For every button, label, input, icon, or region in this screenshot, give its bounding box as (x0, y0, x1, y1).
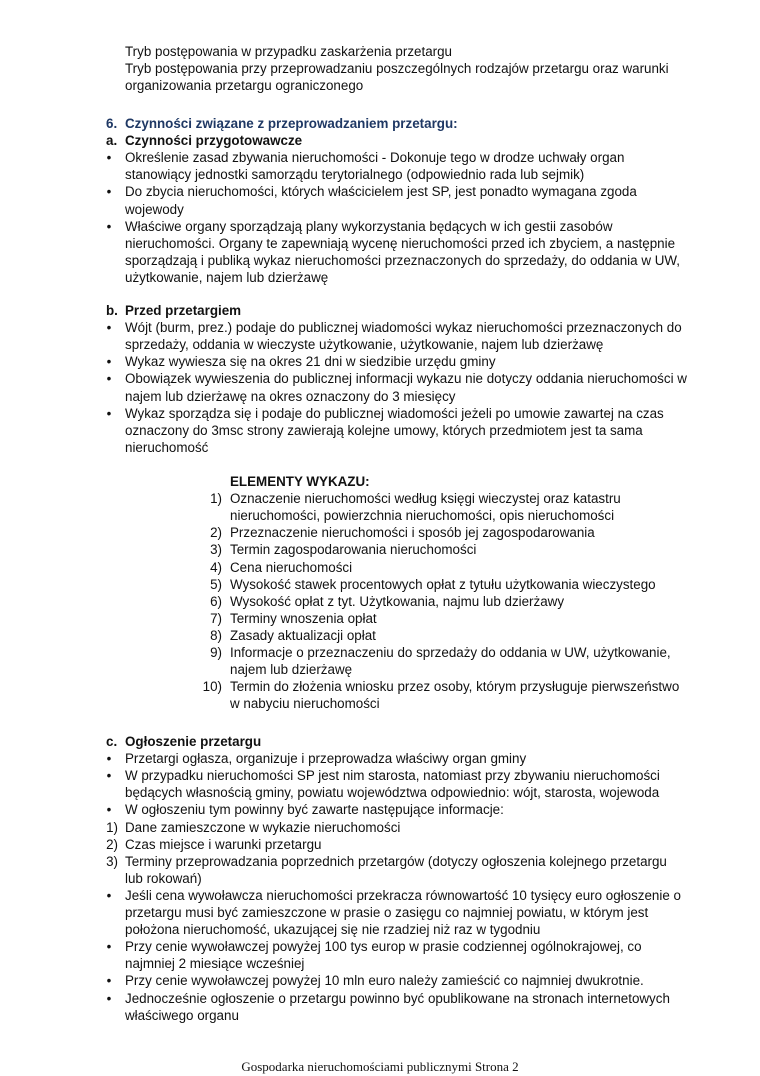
bullet-text: Przetargi ogłasza, organizuje i przeprowadza właściwy organ gminy (125, 751, 527, 767)
list-item-text: Przeznaczenie nieruchomości i sposób jej zagospodarowania (230, 525, 595, 541)
section-number: 6. (106, 116, 118, 131)
bullet-text: Jednocześnie ogłoszenie o przetargu powinno być opublikowane na stronach internetowych (125, 990, 670, 1006)
bullet-text: Przy cenie wywoławczej powyżej 10 mln euro należy zamieścić co najmniej dwukrotnie. (125, 973, 644, 989)
list-item-text: Zasady aktualizacji opłat (230, 627, 376, 643)
list-item-text: Informacje o przeznaczeniu do sprzedaży do oddania w UW, użytkowanie, (230, 645, 671, 660)
bullet-text: Właściwe organy sporządzają plany wykorzystania będących w ich gestii zasobów (125, 218, 613, 234)
list-number: 4) (210, 559, 222, 575)
bullet-text: sprzedaży, oddania w wieczyste użytkowanie, użytkowanie, najem lub dzierżawę (125, 337, 604, 353)
bullet-text: najmniej 2 miesiące wcześniej (125, 956, 305, 972)
list-number: 9) (210, 645, 222, 660)
list-item-text: Terminy przeprowadzania poprzednich przetargów (dotyczy ogłoszenia kolejnego przetargu (125, 853, 667, 869)
bullet-text: Jeśli cena wywoławcza nieruchomości przekracza równowartość 10 tysięcy euro ogłoszenie o (125, 887, 681, 903)
list-number: 1) (210, 491, 222, 507)
list-number: 8) (210, 627, 222, 643)
list-number: 5) (210, 576, 222, 592)
intro-line: organizowania przetargu ograniczonego (125, 78, 364, 94)
bullet-marker: • (106, 990, 112, 1006)
bullet-text: Do zbycia nieruchomości, których właścicielem jest SP, jest ponadto wymagana zgoda (125, 184, 637, 200)
bullet-text: Przy cenie wywoławczej powyżej 100 tys europ w prasie codziennej ogólnokrajowej, co (125, 939, 642, 955)
bullet-text: Obowiązek wywieszenia do publicznej informacji wykazu nie dotyczy oddania nieruchomości w (125, 371, 687, 387)
bullet-marker: • (106, 802, 112, 818)
list-item-text: Oznaczenie nieruchomości według księgi wieczystej oraz katastru (230, 491, 621, 507)
bullet-text: wojewody (125, 201, 184, 217)
bullet-text: Określenie zasad zbywania nieruchomości - Dokonuje tego w drodze uchwały organ (125, 150, 625, 166)
bullet-text: położona nieruchomość, ukazującej się nie rzadziej niż raz w tygodniu (125, 922, 541, 938)
bullet-marker: • (106, 973, 112, 989)
bullet-text: Wykaz wywiesza się na okres 21 dni w siedzibie urzędu gminy (125, 354, 496, 370)
bullet-text: Wykaz sporządza się i podaje do publicznej wiadomości jeżeli po umowie zawartej na czas (125, 405, 664, 421)
bullet-text: stanowiący jednostki samorządu terytorialnego (odpowiednio rada lub sejmik) (125, 167, 585, 183)
bullet-text: będących własnością gminy, powiatu województwa odpowiednio: wójt, starosta, wojewoda (125, 785, 660, 801)
list-number: 2) (106, 836, 118, 852)
section-title: Czynności związane z przeprowadzaniem przetargu: (125, 116, 458, 131)
intro-line: Tryb postępowania w przypadku zaskarżenia przetargu (125, 44, 452, 59)
bullet-marker: • (106, 939, 112, 955)
list-item-text: Cena nieruchomości (230, 559, 353, 575)
list-item-text: w nabyciu nieruchomości (230, 696, 380, 712)
subsection-title: Przed przetargiem (125, 303, 242, 318)
list-item-text: nieruchomości, powierzchnia nieruchomości, opis nieruchomości (230, 508, 615, 524)
intro-line: Tryb postępowania przy przeprowadzaniu poszczególnych rodzajów przetargu oraz warunki (125, 61, 669, 77)
list-item-text: Wysokość stawek procentowych opłat z tytułu użytkowania wieczystego (230, 576, 656, 592)
bullet-text: najem lub dzierżawę na okres oznaczony do 3 miesięcy (125, 388, 456, 404)
list-item-text: najem lub dzierżawę (230, 662, 353, 678)
bullet-marker: • (106, 184, 112, 200)
bullet-text: nieruchomości. Organy te zapewniają wycenę nieruchomości przed ich zbyciem, a następnie (125, 235, 676, 251)
list-item-text: lub rokowań) (125, 870, 202, 886)
bullet-marker: • (106, 768, 112, 784)
list-number: 6) (210, 593, 222, 609)
bullet-text: przetargu musi być zamieszczone w prasie o zasięgu co najmniej powiatu, w którym jest (125, 905, 649, 920)
bullet-marker: • (106, 320, 112, 336)
bullet-marker: • (106, 405, 112, 421)
list-number: 7) (210, 610, 222, 626)
list-number: 1) (106, 819, 118, 835)
list-number: 3) (106, 853, 118, 869)
bullet-text: właściwego organu (125, 1007, 239, 1023)
subsection-letter: a. (106, 133, 118, 149)
bullet-text: W ogłoszeniu tym powinny być zawarte następujące informacje: (125, 802, 504, 818)
bullet-text: oznaczony do 3msc strony zawierają kolejne umowy, których przedmiotem jest ta sama (125, 422, 643, 438)
list-item-text: Dane zamieszczone w wykazie nieruchomości (125, 819, 401, 835)
list-item-text: Terminy wnoszenia opłat (230, 610, 377, 626)
list-item-text: Czas miejsce i warunki przetargu (125, 836, 322, 852)
bullet-text: nieruchomość (125, 439, 209, 455)
bullet-marker: • (106, 751, 112, 767)
list-item-text: Termin do złożenia wniosku przez osoby, którym przysługuje pierwszeństwo (230, 679, 680, 695)
bullet-marker: • (106, 887, 112, 903)
bullet-text: W przypadku nieruchomości SP jest nim starosta, natomiast przy zbywaniu nieruchomości (125, 768, 660, 784)
list-number: 10) (202, 679, 222, 695)
elements-title: ELEMENTY WYKAZU: (230, 474, 370, 489)
list-number: 2) (210, 525, 222, 541)
subsection-letter: c. (106, 734, 118, 749)
bullet-marker: • (106, 218, 112, 234)
subsection-title: Ogłoszenie przetargu (125, 734, 262, 749)
subsection-title: Czynności przygotowawcze (125, 133, 303, 149)
bullet-marker: • (106, 354, 112, 370)
list-item-text: Termin zagospodarowania nieruchomości (230, 542, 477, 558)
bullet-text: sporządzają i publiką wykaz nieruchomości przeznaczonych do sprzedaży, do oddania w UW, (125, 252, 680, 268)
list-item-text: Wysokość opłat z tyt. Użytkowania, najmu lub dzierżawy (230, 593, 565, 609)
subsection-letter: b. (106, 303, 118, 318)
bullet-text: Wójt (burm, prez.) podaje do publicznej wiadomości wykaz nieruchomości przeznaczonych do (125, 320, 682, 336)
bullet-marker: • (106, 150, 112, 166)
list-number: 3) (210, 542, 222, 558)
bullet-text: użytkowanie, najem lub dzierżawę (125, 269, 329, 285)
page-footer: Gospodarka nieruchomościami publicznymi Strona 2 (241, 1059, 519, 1074)
bullet-marker: • (106, 371, 112, 387)
